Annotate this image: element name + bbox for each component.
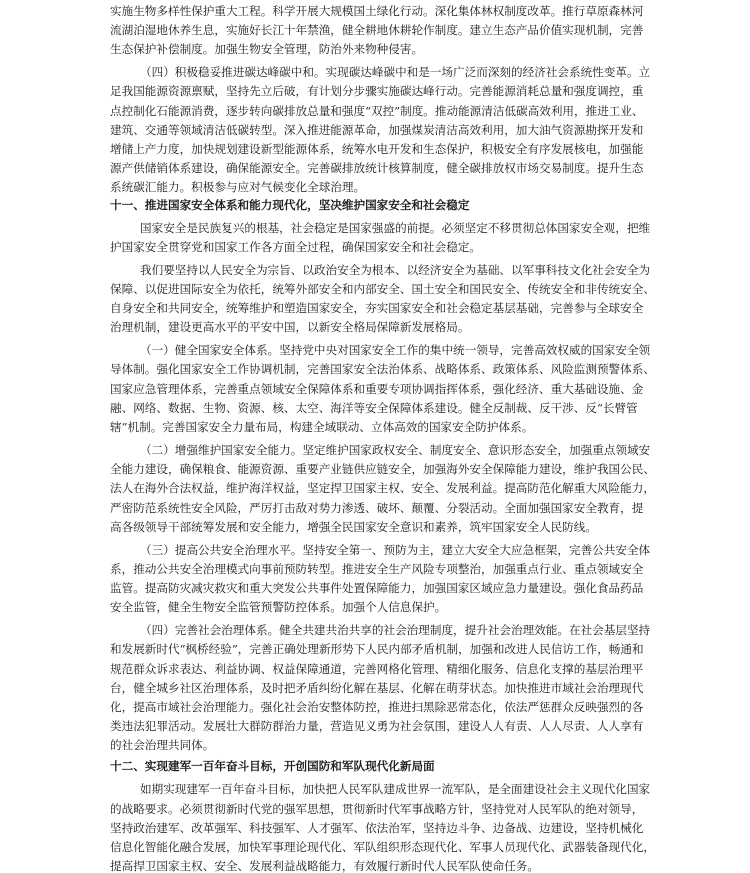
text-line: 规范群众诉求表达、利益协调、权益保障通道，完善网格化管理、精细化服务、信息化支撑的基层治理平 [110, 662, 644, 676]
text-line: 治理机制，建设更高水平的平安中国，以新安全格局保障新发展格局。 [110, 320, 470, 334]
text-line: 护国家安全贯穿党和国家工作各方面全过程，确保国家安全和社会稳定。 [110, 240, 482, 254]
text-line: 保障、以促进国际安全为依托，统筹外部安全和内部安全、国土安全和国民安全、传统安全和非传统安全、 [110, 282, 655, 296]
text-line: 实施生物多样性保护重大工程。科学开展大规模国土绿化行动。深化集体林权制度改革。推行草原森林河 [110, 4, 644, 18]
text-line: 点控制化石能源消费，逐步转向碳排放总量和强度“双控”制度。推动能源清洁低碳高效利用，推进工业、 [110, 104, 644, 118]
section-heading: 十二、实现建军一百年奋斗目标，开创国防和军队现代化新局面 [110, 759, 435, 773]
text-line: 信息化智能化融合发展，加快军事理论现代化、军队组织形态现代化、军事人员现代化、武器装备现代化， [110, 840, 655, 854]
text-line: 源产供储销体系建设，确保能源安全。完善碳排放统计核算制度，健全碳排放权市场交易制度。提升生态 [110, 161, 644, 175]
text-line: 监管。提高防灾减灾救灾和重大突发公共事件处置保障能力，加强国家区域应急力量建设。强化食品药品 [110, 581, 644, 595]
text-line: 导体制。强化国家安全工作协调机制，完善国家安全法治体系、战略体系、政策体系、风险监测预警体系、 [110, 362, 655, 376]
text-line: 我们要坚持以人民安全为宗旨、以政治安全为根本、以经济安全为基础、以军事科技文化社会安全为 [140, 263, 651, 277]
text-line: 自身安全和共同安全，统筹维护和塑造国家安全，夯实国家安全和社会稳定基层基础，完善参与全球安全 [110, 301, 644, 315]
text-line: 系统碳汇能力。积极参与应对气候变化全球治理。 [110, 180, 366, 194]
text-line: 生态保护补偿制度。加强生物安全管理，防治外来物种侵害。 [110, 42, 424, 56]
text-line: 类违法犯罪活动。发展壮大群防群治力量，营造见义勇为社会氛围，建设人人有责、人人尽责、人人享有 [110, 719, 644, 733]
text-line: 增储上产力度，加快规划建设新型能源体系，统筹水电开发和生态保护，积极安全有序发展核电，加强能 [110, 142, 644, 156]
text-line: 全能力建设，确保粮食、能源资源、重要产业链供应链安全，加强海外安全保障能力建设，维护我国公民、 [110, 462, 655, 476]
text-line: 提高捍卫国家主权、安全、发展利益战略能力，有效履行新时代人民军队使命任务。 [110, 859, 539, 873]
text-line: 足我国能源资源禀赋，坚持先立后破，有计划分步骤实施碳达峰行动。完善能源消耗总量和强度调控，重 [110, 84, 644, 98]
text-line: （四）积极稳妥推进碳达峰碳中和。实现碳达峰碳中和是一场广泛而深刻的经济社会系统性变革。立 [140, 65, 651, 79]
section-heading: 十一、推进国家安全体系和能力现代化，坚决维护国家安全和社会稳定 [110, 198, 470, 212]
text-line: 流湖泊湿地休养生息，实施好长江十年禁渔，健全耕地休耕轮作制度。建立生态产品价值实现机制，完善 [110, 23, 644, 37]
text-line: 国家安全是民族复兴的根基，社会稳定是国家强盛的前提。必须坚定不移贯彻总体国家安全观，把维 [140, 221, 651, 235]
text-line: 高各级领导干部统筹发展和安全能力，增强全民国家安全意识和素养，筑牢国家安全人民防线。 [110, 520, 597, 534]
text-line: （一）健全国家安全体系。坚持党中央对国家安全工作的集中统一领导，完善高效权威的国家安全领 [140, 343, 651, 357]
text-line: 坚持政治建军、改革强军、科技强军、人才强军、依法治军，坚持边斗争、边备战、边建设，坚持机械化 [110, 821, 644, 835]
text-line: （四）完善社会治理体系。健全共建共治共享的社会治理制度，提升社会治理效能。在社会基层坚持 [140, 623, 651, 637]
text-line: 国家应急管理体系，完善重点领域安全保障体系和重要专项协调指挥体系，强化经济、重大基础设施、金 [110, 382, 644, 396]
text-line: 系，推动公共安全治理模式向事前预防转型。推进安全生产风险专项整治，加强重点行业、重点领域安全 [110, 562, 644, 576]
text-line: 严密防范系统性安全风险，严厉打击敌对势力渗透、破坏、颠覆、分裂活动。全面加强国家安全教育，提 [110, 501, 644, 515]
text-line: 化，提高市域社会治理能力。强化社会治安整体防控，推进扫黑除恶常态化，依法严惩群众反映强烈的各 [110, 700, 644, 714]
text-line: 辖”机制。完善国家安全力量布局，构建全域联动、立体高效的国家安全防护体系。 [110, 420, 534, 434]
text-line: （二）增强维护国家安全能力。坚定维护国家政权安全、制度安全、意识形态安全，加强重点领域安 [140, 443, 651, 457]
text-line: 安全监管，健全生物安全监管预警防控体系。加强个人信息保护。 [110, 600, 447, 614]
text-line: （三）提高公共安全治理水平。坚持安全第一、预防为主，建立大安全大应急框架，完善公共安全体 [140, 543, 651, 557]
text-line: 融、网络、数据、生物、资源、核、太空、海洋等安全保障体系建设。健全反制裁、反干涉、反“长臂管 [110, 401, 638, 415]
text-line: 台，健全城乡社区治理体系，及时把矛盾纠纷化解在基层、化解在萌芽状态。加快推进市域社会治理现代 [110, 681, 644, 695]
text-line: 如期实现建军一百年奋斗目标，加快把人民军队建成世界一流军队，是全面建设社会主义现代化国家 [140, 782, 651, 796]
text-line: 的社会治理共同体。 [110, 738, 215, 752]
text-line: 和发展新时代“枫桥经验”，完善正确处理新形势下人民内部矛盾机制，加强和改进人民信访工作，畅通和 [110, 642, 644, 656]
text-line: 法人在海外合法权益，维护海洋权益，坚定捍卫国家主权、安全、发展利益。提高防范化解重大风险能力， [110, 481, 655, 495]
text-line: 的战略要求。必须贯彻新时代党的强军思想，贯彻新时代军事战略方针，坚持党对人民军队的绝对领导， [110, 802, 644, 816]
text-line: 建筑、交通等领域清洁低碳转型。深入推进能源革命，加强煤炭清洁高效利用，加大油气资源勘探开发和 [110, 123, 644, 137]
